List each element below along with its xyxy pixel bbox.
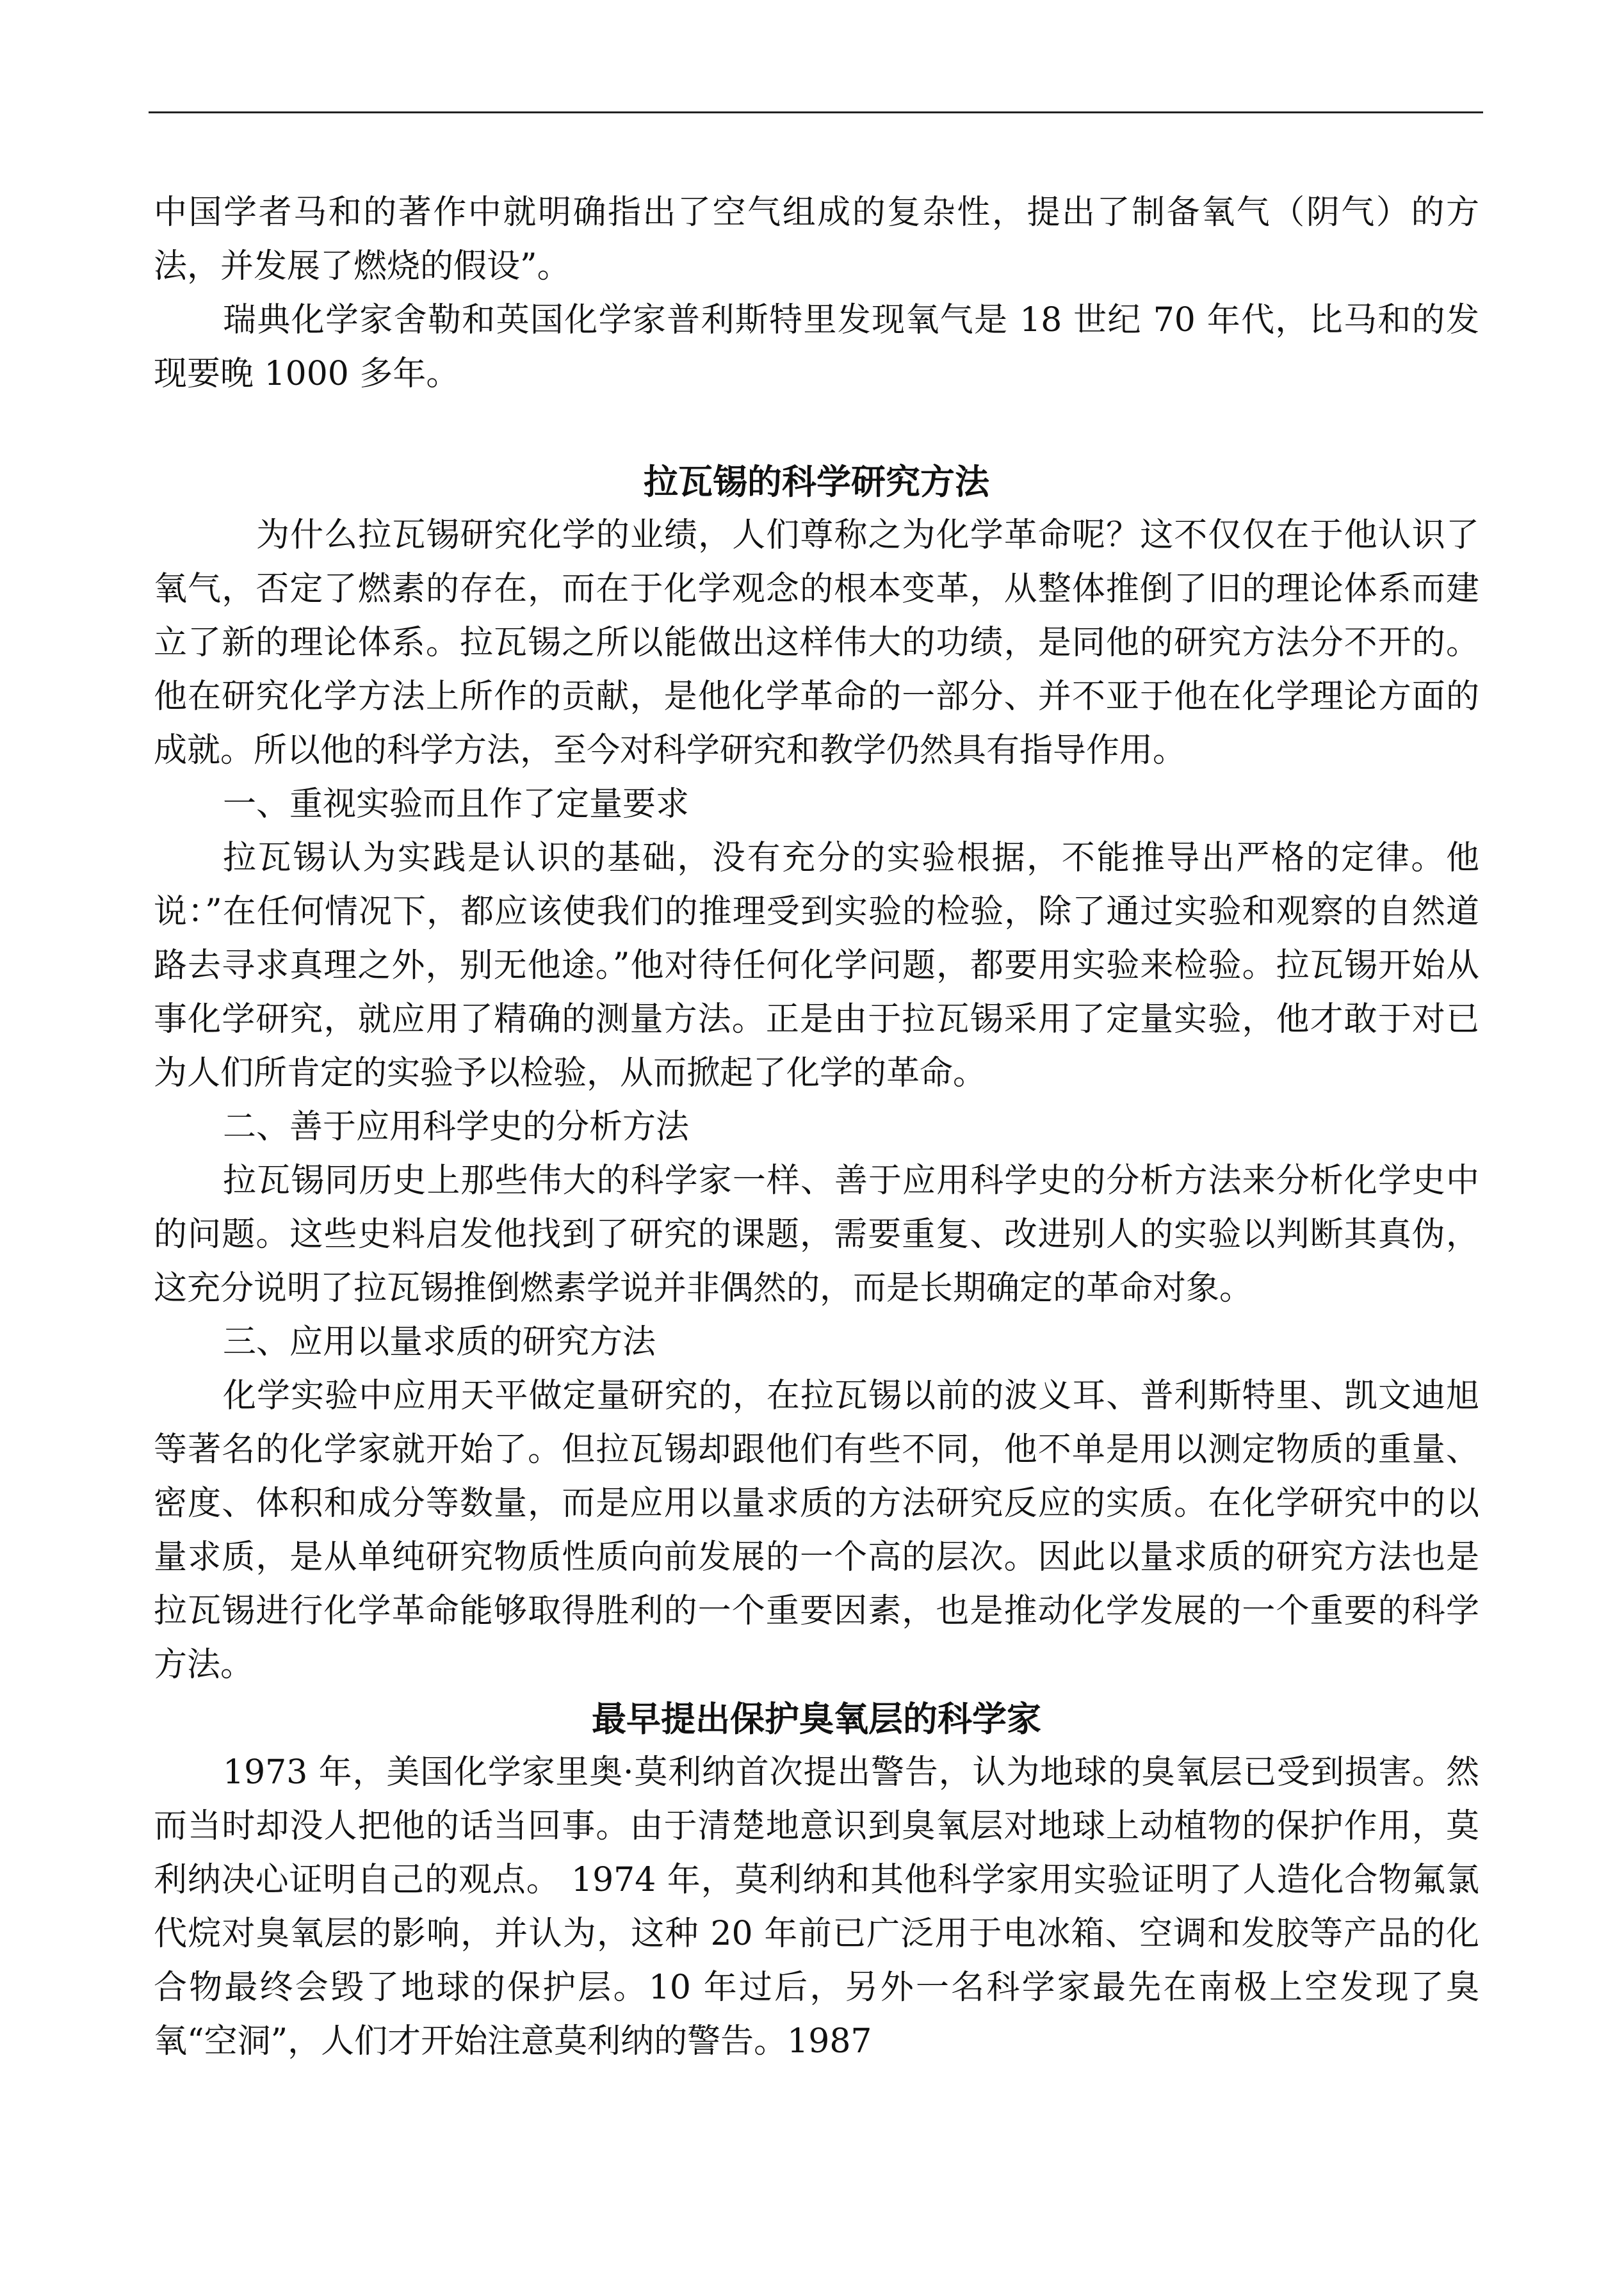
point-body-3: 化学实验中应用天平做定量研究的，在拉瓦锡以前的波义耳、普利斯特里、凯文迪旭等著名的化学家就开始了。但拉瓦锡却跟他们有些不同，他不单是用以测定物质的重量、密度、体积和成分等数量，而是应用以量求质的方法研究反应的实质。在化学研究中的以量求质，是从单纯研究物质性质向前发展的一个高的层次。因此以量求质的研究方法也是拉瓦锡进行化学革命能够取得胜利的一个重要因素，也是推动化学发展的一个重要的科学方法。 <box>154 1377 1479 1684</box>
point-heading-1: 一、重视实验而且作了定量要求 <box>223 785 690 823</box>
section-title-ozone: 最早提出保护臭氧层的科学家 <box>592 1698 1041 1739</box>
section-lead-paragraph: 为什么拉瓦锡研究化学的业绩，人们尊称之为化学革命呢？这不仅仅在于他认识了氧气，否定了燃素的存在，而在于化学观念的根本变革，从整体推倒了旧的理论体系而建立了新的理论体系。拉瓦锡之所以能做出这样伟大的功绩，是同他的研究方法分不开的。他在研究化学方法上所作的贡献，是他化学革命的一部分、并不亚于他在化学理论方面的成就。所以他的科学方法，至今对科学研究和教学仍然具有指导作用。 <box>154 516 1479 770</box>
header-rule <box>149 111 1483 113</box>
point-body-1: 拉瓦锡认为实践是认识的基础，没有充分的实验根据，不能推导出严格的定律。他说：”在任何情况下，都应该使我们的推理受到实验的检验，除了通过实验和观察的自然道路去寻求真理之外，别无他途。”他对待任何化学问题，都要用实验来检验。拉瓦锡开始从事化学研究，就应用了精确的测量方法。正是由于拉瓦锡采用了定量实验，他才敢于对已为人们所肯定的实验予以检验，从而掀起了化学的革命。 <box>154 839 1479 1092</box>
intro-paragraph-1: 中国学者马和的著作中就明确指出了空气组成的复杂性，提出了制备氧气（阴气）的方法，并发展了燃烧的假设”。 <box>154 193 1479 286</box>
point-body-2: 拉瓦锡同历史上那些伟大的科学家一样、善于应用科学史的分析方法来分析化学史中的问题。这些史料启发他找到了研究的课题，需要重复、改进别人的实验以判断其真伪，这充分说明了拉瓦锡推倒燃素学说并非偶然的，而是长期确定的革命对象。 <box>154 1162 1479 1308</box>
point-heading-2: 二、善于应用科学史的分析方法 <box>223 1108 690 1146</box>
ozone-paragraph: 1973 年，美国化学家里奥·莫利纳首次提出警告，认为地球的臭氧层已受到损害。然而当时却没人把他的话当回事。由于清楚地意识到臭氧层对地球上动植物的保护作用，莫利纳决心证明自己的观点。 1974 年，莫利纳和其他科学家用实验证明了人造化合物氟氯代烷对臭氧层的影响，并认为，这种 20 年前已广泛用于电冰箱、空调和发胶等产品的化合物最终会毁了地球的保护层。10 年过后，另外一名科学家最先在南极上空发现了臭氧“空洞”，人们才开始注意莫利纳的警告。1987 <box>154 1753 1479 2061</box>
section-spacer <box>154 401 1479 455</box>
page-body <box>154 186 1479 2068</box>
point-heading-3: 三、应用以量求质的研究方法 <box>223 1323 656 1361</box>
intro-paragraph-2: 瑞典化学家舍勒和英国化学家普利斯特里发现氧气是 18 世纪 70 年代，比马和的发现要晚 1000 多年。 <box>154 301 1479 393</box>
section-title-lavoisier: 拉瓦锡的科学研究方法 <box>644 461 989 502</box>
